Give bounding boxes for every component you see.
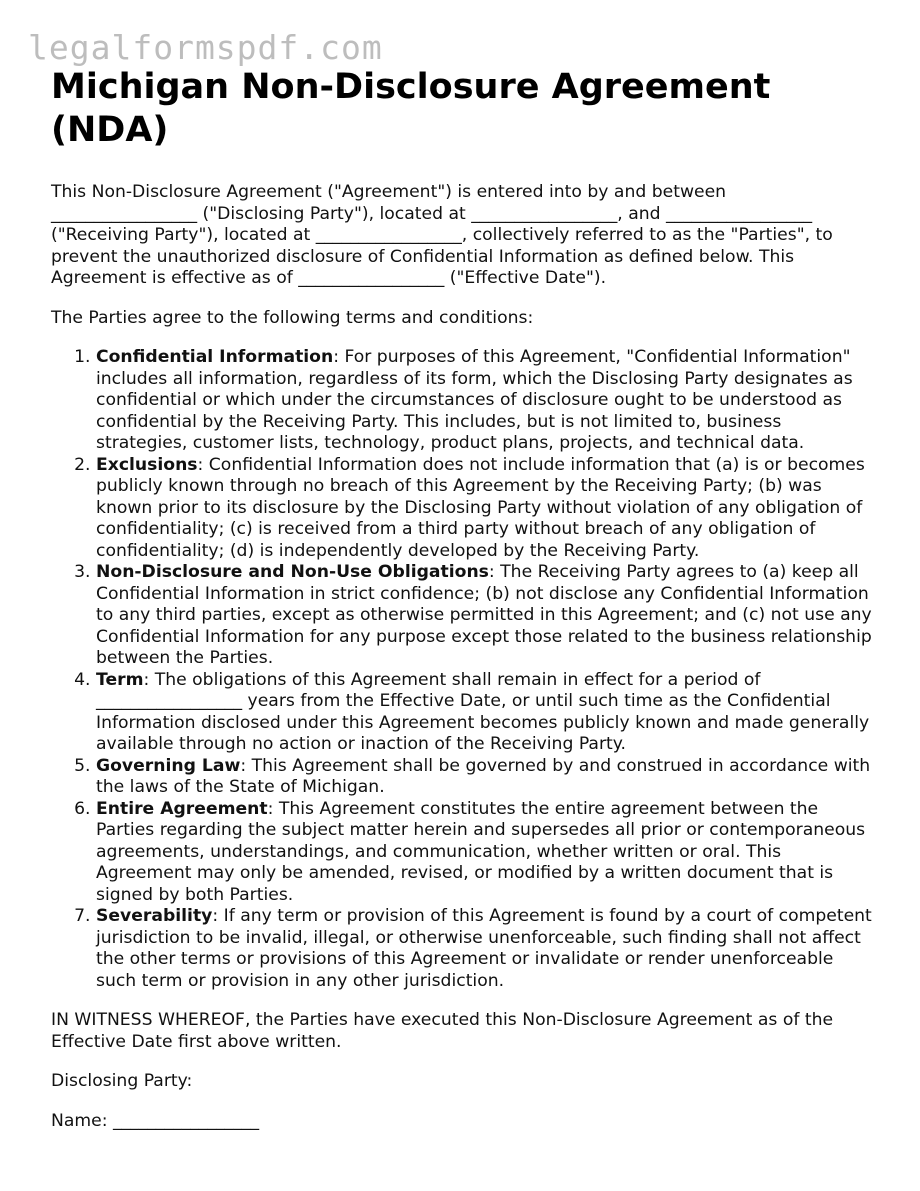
term-heading: Governing Law xyxy=(96,755,241,776)
term-item xyxy=(96,455,873,563)
witness-paragraph: IN WITNESS WHEREOF, the Parties have executed this Non-Disclosure Agreement as of the Effective Date first above written. xyxy=(51,1010,834,1052)
term-heading: Non-Disclosure and Non-Use Obligations xyxy=(96,562,489,582)
document-body xyxy=(51,66,873,1132)
term-text: : This Agreement shall be governed by and construed in accordance with the laws of the State of Michigan. xyxy=(96,755,871,797)
term-heading: Term xyxy=(96,669,144,690)
terms-list xyxy=(51,347,873,992)
term-text: : The Receiving Party agrees to (a) keep all Confidential Information in strict confidence; (b) not disclose any Confidential Information to any third parties, except as otherwise permitted in this Agreement; and (c) not use any Confidential Information for any purpose except those related to the business relationship between the Parties. xyxy=(96,562,872,668)
term-item xyxy=(96,562,873,670)
term-item xyxy=(96,799,873,907)
intro-paragraph: This Non-Disclosure Agreement ("Agreement") is entered into by and between _________________ ("Disclosing Party"), located at _________________, and _________________ ("Receiving Party"), located at _________________, collectively referred to as the "Parties", to prevent the unauthorized disclosure of Confidential Information as defined below. This Agreement is effective as of _________________ ("Effective Date"). xyxy=(51,182,833,288)
name-signature-line: Name: _________________ xyxy=(51,1110,260,1131)
term-heading: Entire Agreement xyxy=(96,798,268,819)
watermark: legalformspdf.com xyxy=(28,28,383,67)
term-item xyxy=(96,347,873,455)
term-item xyxy=(96,756,873,799)
page-title: Michigan Non-Disclosure Agreement (NDA) xyxy=(51,67,771,150)
term-heading: Severability xyxy=(96,906,213,926)
term-text: : Confidential Information does not include information that (a) is or becomes publicly known through no breach of this Agreement by the Receiving Party; (b) was known prior to its disclosure by the Disclosing Party without violation of any obligation of confidentiality; (c) is received from a third party without breach of any obligation of confidentiality; (d) is independently developed by the Receiving Party. xyxy=(96,454,865,561)
terms-intro: The Parties agree to the following terms and conditions: xyxy=(51,307,534,328)
term-text: : For purposes of this Agreement, "Confidential Information" includes all information, regardless of its form, which the Disclosing Party designates as confidential or which under the circumstances of disclosure ought to be understood as confidential by the Receiving Party. This includes, but is not limited to, business strategies, customer lists, technology, product plans, projects, and technical data. xyxy=(96,347,853,453)
term-text: : This Agreement constitutes the entire agreement between the Parties regarding the subject matter herein and supersedes all prior or contemporaneous agreements, understandings, and communication, whether written or oral. This Agreement may only be amended, revised, or modified by a written document that is signed by both Parties. xyxy=(96,798,866,905)
term-item xyxy=(96,670,873,756)
disclosing-party-label: Disclosing Party: xyxy=(51,1071,193,1091)
term-text: : If any term or provision of this Agreement is found by a court of competent jurisdiction to be invalid, illegal, or otherwise unenforceable, such finding shall not affect the other terms or provisions of this Agreement or invalidate or render unenforceable such term or provision in any other jurisdiction. xyxy=(96,906,872,991)
term-item xyxy=(96,906,873,992)
term-heading: Confidential Information xyxy=(96,347,334,367)
term-heading: Exclusions xyxy=(96,454,198,475)
term-text: : The obligations of this Agreement shall remain in effect for a period of _________________ years from the Effective Date, or until such time as the Confidential Information disclosed under this Agreement becomes publicly known and made generally available through no action or inaction of the Receiving Party. xyxy=(96,669,870,754)
